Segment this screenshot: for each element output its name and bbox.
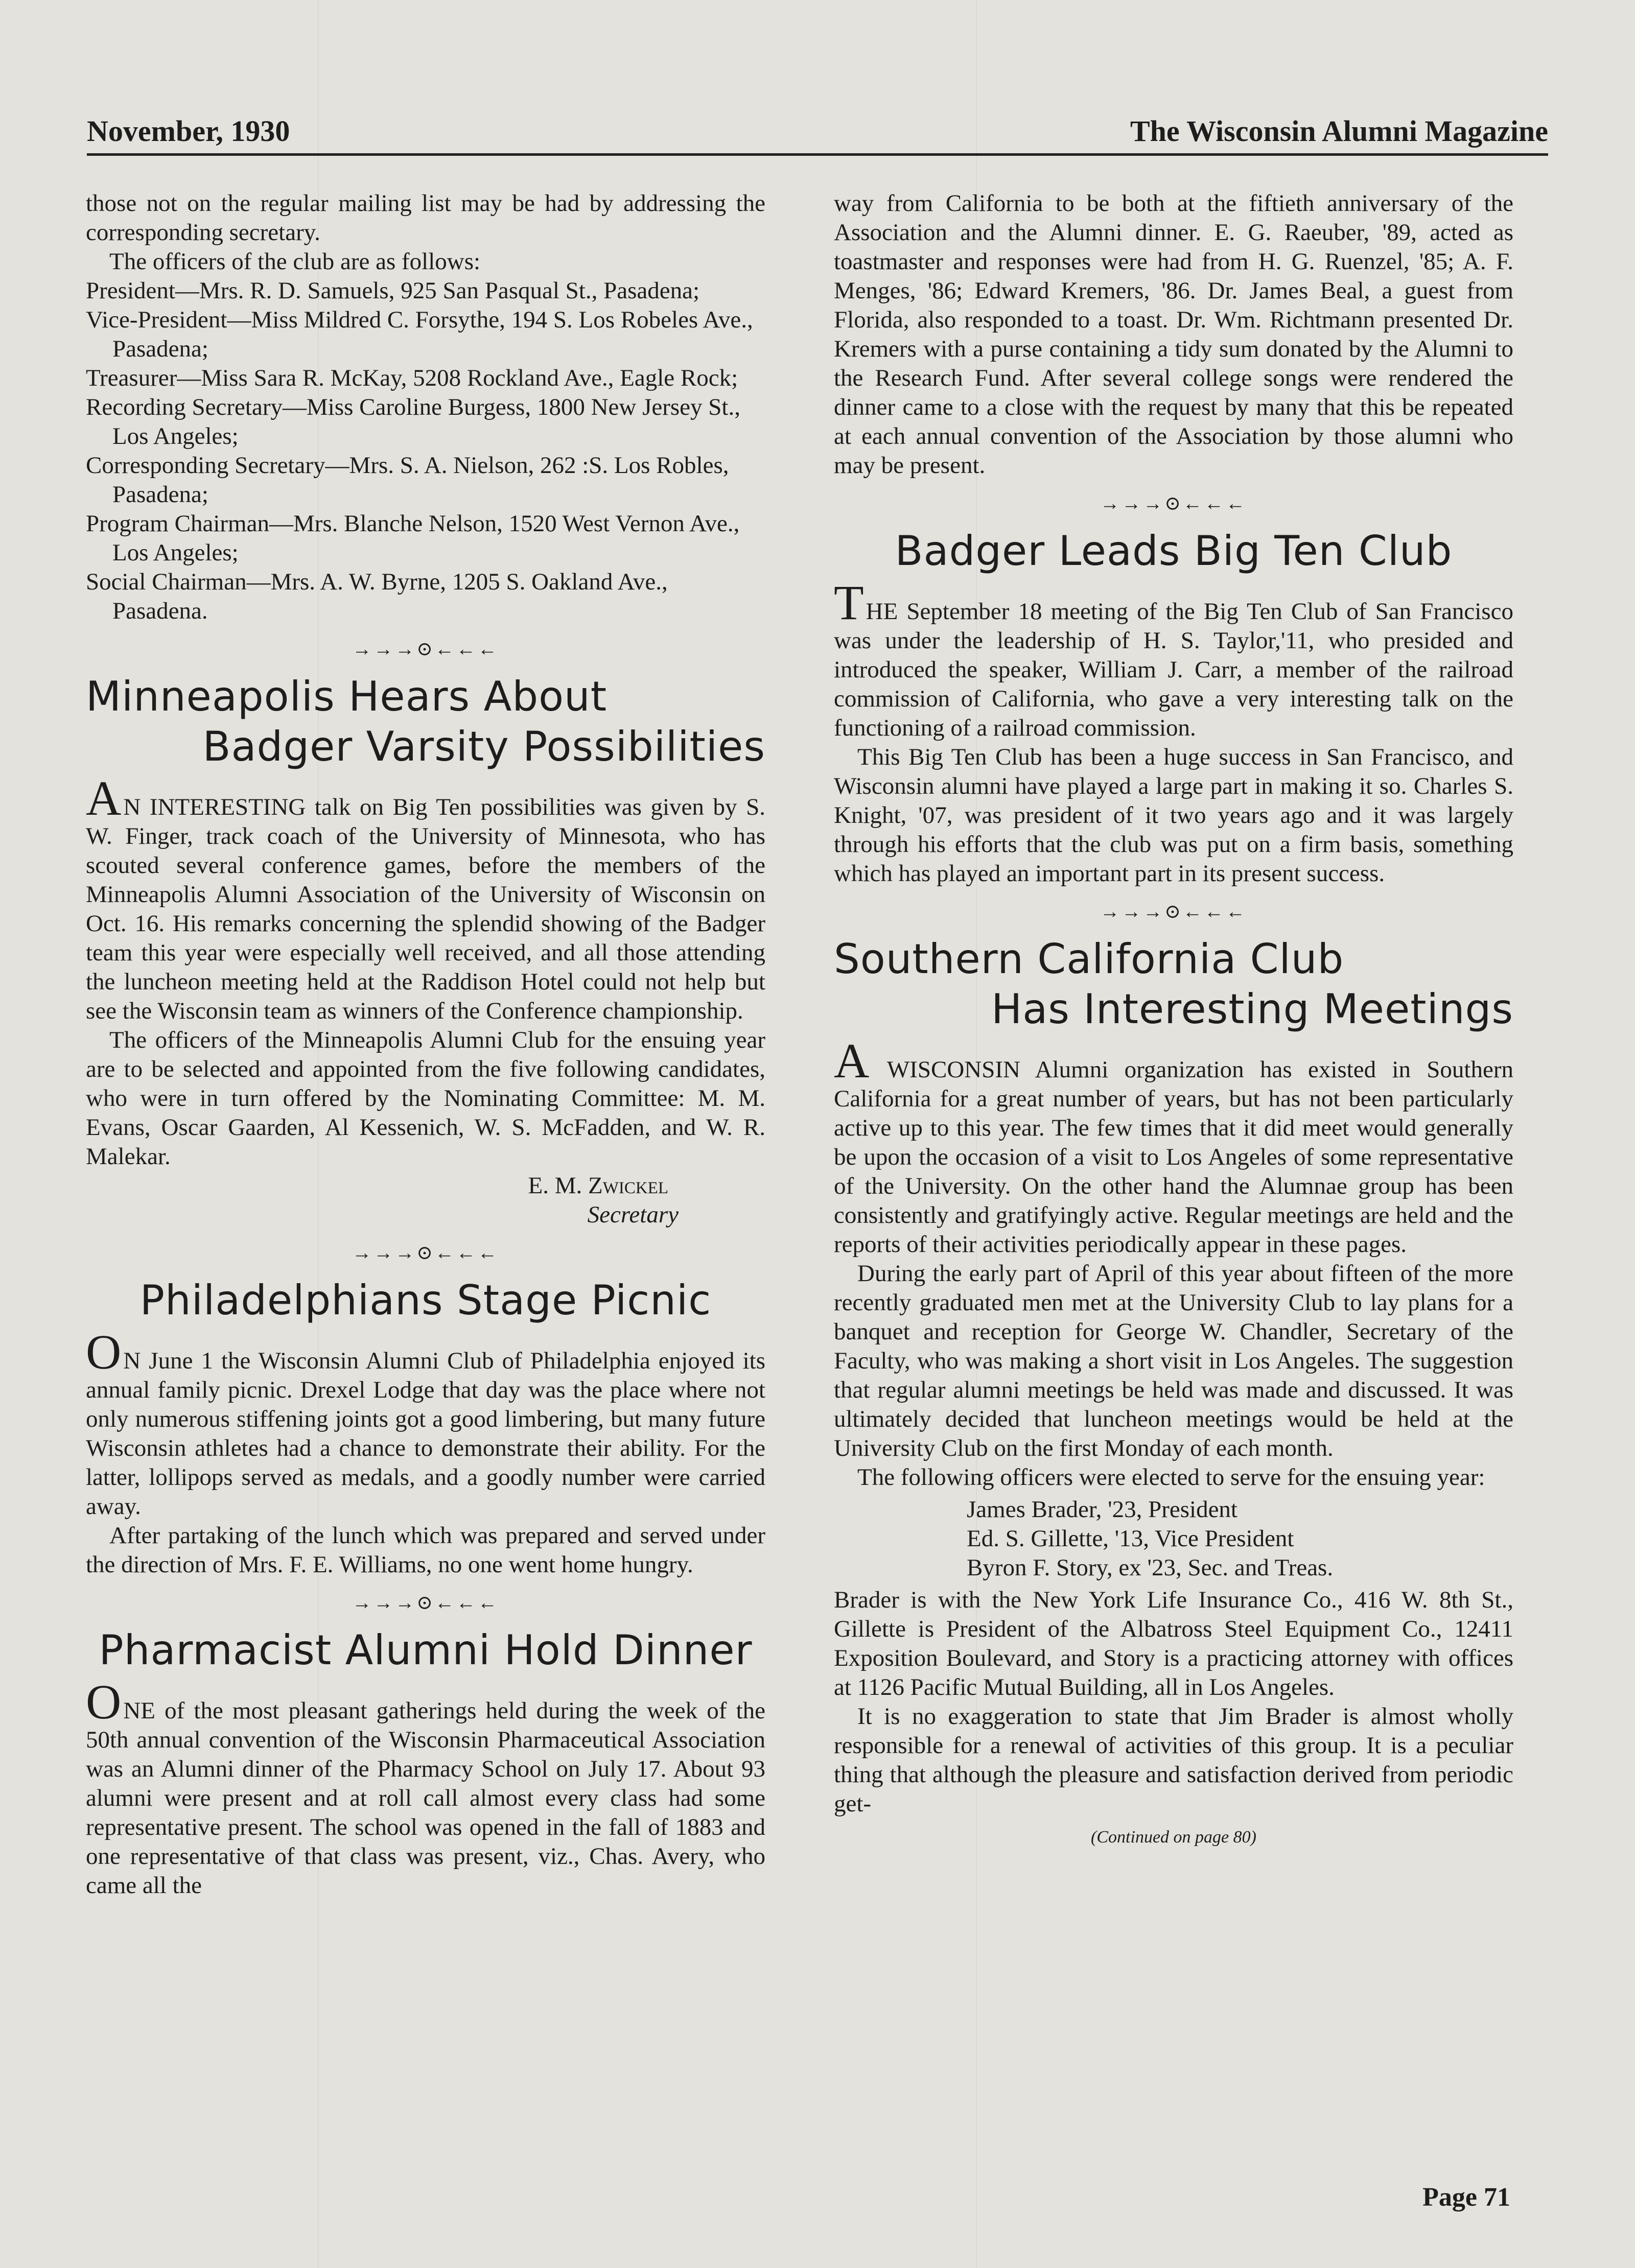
issue-date: November, 1930 xyxy=(87,114,290,148)
title-line: Southern California Club xyxy=(834,935,1344,983)
paragraph-text: HE September 18 meeting of the Big Ten Club of San Francisco was under the leadership of H. S. Taylor,'11, who presided and introduced the speaker, William J. Carr, a member of the railroad commission of California, who gave a very interesting talk on the functioning of a railroad commission. xyxy=(834,598,1513,741)
paragraph-text: NE of the most pleasant gatherings held during the week of the 50th annual convention of the Wisconsin Pharmaceutical Association was an Alumni dinner of the Pharmacy School on July 17. About 93 alumni were present and at roll call almost every class had some representative present. The school was opened in the fall of 1883 and one representative of that class was present, viz., Chas. Avery, who came all the xyxy=(86,1697,765,1899)
title-line: Has Interesting Meetings xyxy=(991,985,1513,1033)
officer-list xyxy=(86,276,765,626)
article-title xyxy=(86,672,765,772)
paragraph-text: N INTERESTING talk on Big Ten possibilities was given by S. W. Finger, track coach of the University of Minnesota, who has scouted several conference games, before the members of the Minneapolis Alumni Association of the University of Wisconsin on Oct. 16. His remarks concerning the splendid showing of the Badger team this year were especially well received, and all those attending the luncheon meeting held at the Raddison Hotel could not help but see the Wisconsin team as winners of the Conference championship. xyxy=(86,794,765,1024)
continued-notice: (Continued on page 80) xyxy=(1091,1828,1256,1847)
paragraph xyxy=(86,1325,765,1521)
officer-entry: Program Chairman—Mrs. Blanche Nelson, 1520 West Vernon Ave., Los Angeles; xyxy=(86,510,740,566)
ornament-divider: →→→⊙←←← xyxy=(1100,901,1247,923)
paragraph: way from California to be both at the fiftieth anniversary of the Association and the Alumni dinner. E. G. Raeuber, '89, acted as toastmaster and responses were had from H. G. Ruenzel, '85; A. F. Menges, '86; Edward Kremers, '86. Dr. James Beal, a guest from Florida, also responded to a toast. Dr. Wm. Richtmann presented Dr. Kremers with a purse containing a tidy sum donated by the Alumni to the Research Fund. After several college songs were rendered the dinner came to a close with the request by many that this be repeated at each annual convention of the Association by those alumni who may be present. xyxy=(834,190,1513,479)
left-column xyxy=(86,189,765,1900)
officer-entry: Recording Secretary—Miss Caroline Burgess, 1800 New Jersey St., Los Angeles; xyxy=(86,394,740,450)
drop-cap: A xyxy=(834,1033,870,1088)
signature-role: Secretary xyxy=(587,1201,679,1228)
paragraph: The officers of the club are as follows: xyxy=(109,248,481,275)
paragraph: The following officers were elected to serve for the ensuing year: xyxy=(857,1464,1485,1491)
officer-entry: Byron F. Story, ex '23, Sec. and Treas. xyxy=(967,1554,1334,1581)
paragraph: During the early part of April of this year about fifteen of the more recently graduated men met at the University Club to lay plans for a banquet and reception for George W. Chandler, Secretary of the Faculty, who was making a short visit in Los Angeles. The suggestion that regular alumni meetings be held was made and discussed. It was ultimately decided that luncheon meetings would be held at the University Club on the first Monday of each month. xyxy=(834,1260,1513,1461)
drop-cap: T xyxy=(834,575,864,630)
drop-cap: O xyxy=(86,1325,122,1379)
paragraph-text: WISCONSIN Alumni organization has existed in Southern California for a great number of years, but has not been particularly active up to this year. The few times that it did meet would generally be upon the occasion of a visit to Los Angeles of some representative of the University. On the other hand the Alumnae group has been consistently and gratifyingly active. Regular meetings are held and the reports of their activities periodically appear in these pages. xyxy=(834,1056,1514,1258)
paragraph xyxy=(834,575,1513,743)
drop-cap: O xyxy=(86,1674,122,1729)
ornament-divider: →→→⊙←←← xyxy=(352,639,499,660)
paragraph: those not on the regular mailing list may be had by addressing the corresponding secretary. xyxy=(86,190,765,246)
page-number: Page 71 xyxy=(1422,2183,1510,2212)
ornament-divider: →→→⊙←←← xyxy=(352,1592,499,1614)
magazine-title: The Wisconsin Alumni Magazine xyxy=(1130,114,1548,148)
paragraph xyxy=(834,1033,1514,1259)
paragraph: Brader is with the New York Life Insurance Co., 416 W. 8th St., Gillette is President of the Albatross Steel Equipment Co., 12411 Exposition Boulevard, and Story is a practicing attorney with offices at 1126 Pacific Mutual Building, all in Los Angeles. xyxy=(834,1587,1513,1700)
title-line: Minneapolis Hears About xyxy=(86,673,608,720)
signature-block xyxy=(86,1171,679,1230)
title-line: Badger Varsity Possibilities xyxy=(202,723,765,770)
officer-entry: James Brader, '23, President xyxy=(967,1496,1237,1523)
article-title: Pharmacist Alumni Hold Dinner xyxy=(99,1626,753,1674)
officer-entry: Social Chairman—Mrs. A. W. Byrne, 1205 S. Oakland Ave., Pasadena. xyxy=(86,569,668,624)
ornament-divider: →→→⊙←←← xyxy=(352,1242,499,1264)
paragraph xyxy=(86,771,765,1026)
paragraph: It is no exaggeration to state that Jim Brader is almost wholly responsible for a renewal of activities of this group. It is a peculiar thing that although the pleasure and satisfaction derived from periodic get- xyxy=(834,1703,1513,1817)
officer-list xyxy=(834,1495,1513,1582)
paragraph: After partaking of the lunch which was prepared and served under the direction of Mrs. F. E. Williams, no one went home hungry. xyxy=(86,1522,765,1578)
officer-entry: Corresponding Secretary—Mrs. S. A. Nielson, 262 :S. Los Robles, Pasadena; xyxy=(86,452,729,508)
paragraph: The officers of the Minneapolis Alumni Club for the ensuing year are to be selected and appointed from the five following candidates, who were in turn offered by the Nominating Committee: M. M. Evans, Oscar Gaarden, Al Kessenich, W. S. McFadden, and W. R. Malekar. xyxy=(86,1027,765,1170)
article-title: Philadelphians Stage Picnic xyxy=(139,1277,712,1324)
ornament-divider: →→→⊙←←← xyxy=(1100,493,1247,514)
signature-name: E. M. Zwickel xyxy=(528,1172,668,1199)
right-column xyxy=(834,189,1513,1852)
officer-entry: Vice-President—Miss Mildred C. Forsythe, 194 S. Los Robeles Ave., Pasadena; xyxy=(86,306,753,362)
drop-cap: A xyxy=(86,771,122,825)
article-title: Badger Leads Big Ten Club xyxy=(895,527,1453,575)
officer-entry: President—Mrs. R. D. Samuels, 925 San Pasqual St., Pasadena; xyxy=(86,277,700,304)
article-title xyxy=(834,934,1513,1034)
paragraph-text: N June 1 the Wisconsin Alumni Club of Philadelphia enjoyed its annual family picnic. Drexel Lodge that day was the place where not only numerous stiffening joints got a good limbering, but many future Wisconsin athletes had a chance to demonstrate their ability. For the latter, lollipops served as medals, and a goodly number were carried away. xyxy=(86,1348,765,1520)
paragraph xyxy=(86,1674,765,1900)
running-header xyxy=(87,113,1548,156)
officer-entry: Treasurer—Miss Sara R. McKay, 5208 Rockland Ave., Eagle Rock; xyxy=(86,365,738,391)
paragraph: This Big Ten Club has been a huge success in San Francisco, and Wisconsin alumni have played a large part in making it so. Charles S. Knight, '07, was president of it two years ago and it was largely through his efforts that the club was put on a firm basis, something which has played an important part in its present success. xyxy=(834,744,1513,887)
officer-entry: Ed. S. Gillette, '13, Vice President xyxy=(967,1525,1294,1552)
